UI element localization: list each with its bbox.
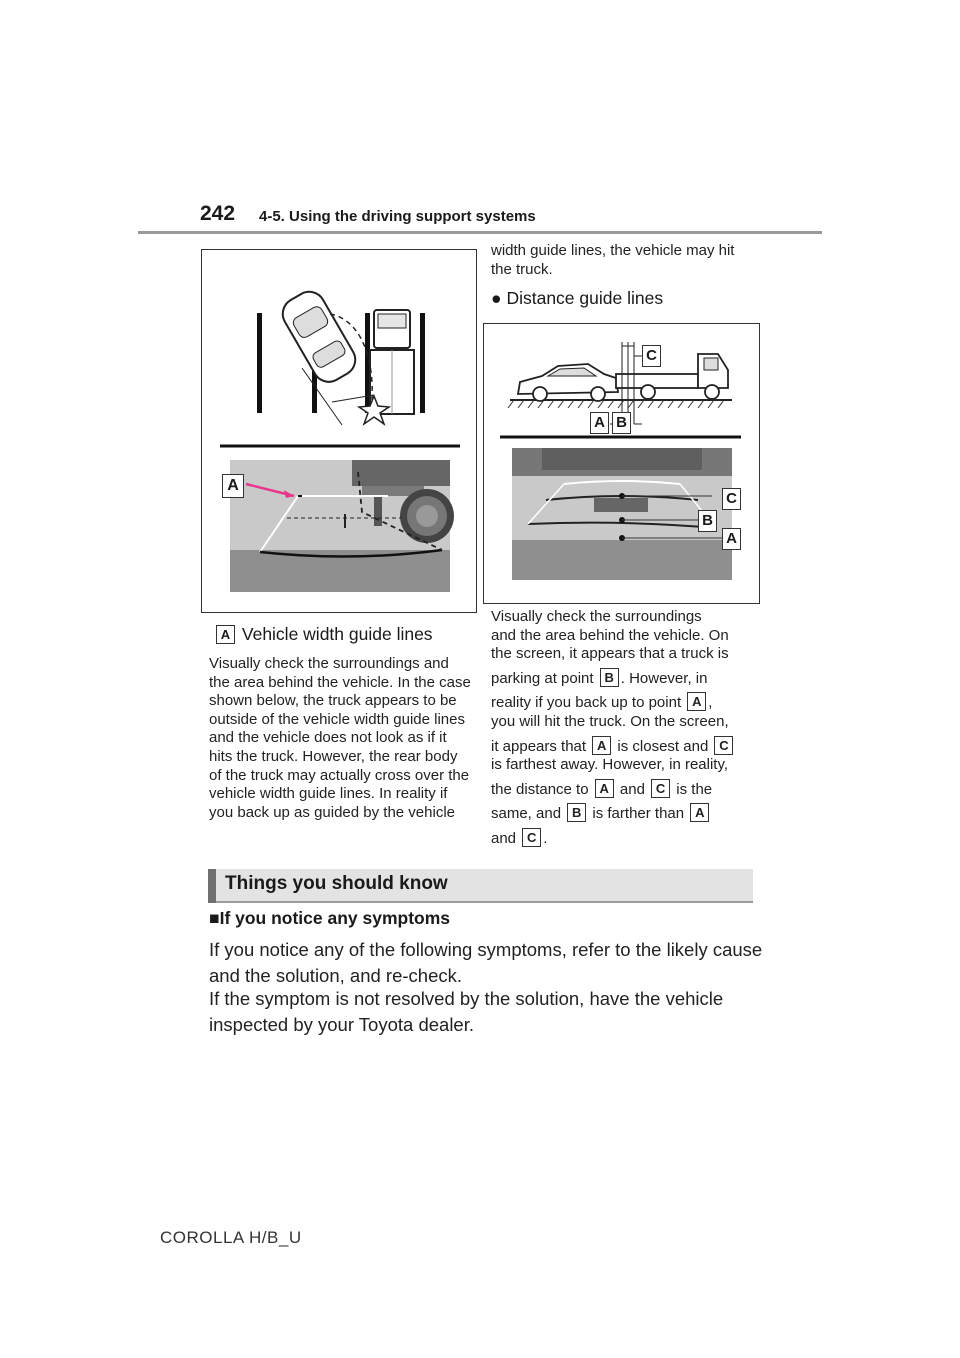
bullet-icon: ● bbox=[491, 288, 502, 308]
callout-b-screen: B bbox=[698, 510, 717, 532]
line: Visually check the surroundings bbox=[491, 608, 702, 625]
line bbox=[491, 692, 756, 713]
distance-guide-paragraph bbox=[491, 608, 756, 849]
symptoms-heading-text: If you notice any symptoms bbox=[219, 908, 451, 928]
line: and the area behind the vehicle. On bbox=[491, 626, 729, 644]
text: reality if you back up to point bbox=[491, 694, 682, 712]
marker-a: A bbox=[687, 692, 706, 711]
marker-a: A bbox=[690, 803, 709, 822]
line bbox=[491, 779, 756, 800]
figure-width-guide-illustration bbox=[202, 250, 476, 612]
marker-b: B bbox=[600, 668, 619, 687]
text: is closest and bbox=[617, 737, 709, 755]
marker-a: A bbox=[595, 779, 614, 798]
text: and bbox=[491, 829, 517, 847]
symptoms-paragraph-1: If you notice any of the following symptoms, refer to the likely cause and the solution, and re-check. bbox=[209, 939, 763, 986]
line bbox=[491, 668, 756, 689]
width-guide-paragraph: Visually check the surroundings and the area behind the vehicle. In the case shown below, the truck appears to be outside of the vehicle width guide lines and the vehicle does not look as if it hits the truck. However, the rear body of the truck may actually cross over the vehicle width guide lines. In reality if you back up as guided by the vehicle bbox=[209, 655, 471, 821]
square-bullet-icon: ■ bbox=[209, 908, 220, 928]
text: same, and bbox=[491, 805, 562, 823]
text: . bbox=[543, 829, 548, 847]
marker-a: A bbox=[592, 736, 611, 755]
line: the screen, it appears that a truck is bbox=[491, 645, 729, 663]
things-box-accent bbox=[208, 869, 216, 903]
things-box-title: Things you should know bbox=[225, 873, 448, 894]
truck-top-view bbox=[370, 310, 414, 414]
text: and bbox=[619, 780, 645, 798]
marker-c: C bbox=[714, 736, 733, 755]
callout-c-screen: C bbox=[722, 488, 741, 510]
text: it appears that bbox=[491, 737, 587, 755]
line: is farthest away. However, in reality, bbox=[491, 756, 729, 774]
caption-label: Vehicle width guide lines bbox=[241, 624, 433, 644]
figure-distance-guide-illustration bbox=[484, 324, 759, 603]
page-number: 242 bbox=[200, 202, 236, 225]
text: parking at point bbox=[491, 669, 594, 687]
header-rule bbox=[138, 231, 822, 234]
line: you will hit the truck. On the screen, bbox=[491, 712, 729, 730]
camera-screen-view bbox=[230, 460, 454, 592]
text: . However, in bbox=[620, 669, 708, 687]
caption-width-guide bbox=[214, 624, 433, 645]
callout-c-top: C bbox=[642, 345, 661, 367]
callout-b-top: B bbox=[612, 412, 631, 434]
marker-c: C bbox=[522, 828, 541, 847]
section-title: 4-5. Using the driving support systems bbox=[259, 208, 536, 225]
callout-a-top: A bbox=[590, 412, 609, 434]
bullet-label: Distance guide lines bbox=[506, 288, 664, 308]
line bbox=[491, 736, 756, 757]
line bbox=[491, 803, 756, 824]
marker-b: B bbox=[567, 803, 586, 822]
car-top-view bbox=[277, 286, 361, 388]
caption-marker-a: A bbox=[216, 625, 235, 644]
line bbox=[491, 828, 756, 849]
parking-top-view bbox=[257, 286, 425, 425]
marker-c: C bbox=[651, 779, 670, 798]
footer-model: COROLLA H/B_U bbox=[160, 1228, 302, 1247]
symptoms-paragraph-2: If the symptom is not resolved by the solution, have the vehicle inspected by your Toyota dealer. bbox=[209, 988, 724, 1035]
text: is farther than bbox=[592, 805, 685, 823]
figure-distance-guide-lines bbox=[483, 323, 760, 604]
continuation-text: width guide lines, the vehicle may hit the truck. bbox=[491, 242, 735, 278]
callout-a: A bbox=[222, 474, 244, 498]
symptoms-heading bbox=[209, 908, 450, 929]
bullet-distance-guide bbox=[491, 288, 663, 309]
figure-width-guide-lines bbox=[201, 249, 477, 613]
text: is the bbox=[676, 780, 713, 798]
callout-a-screen: A bbox=[722, 528, 741, 550]
text: the distance to bbox=[491, 780, 589, 798]
text: , bbox=[708, 694, 713, 712]
